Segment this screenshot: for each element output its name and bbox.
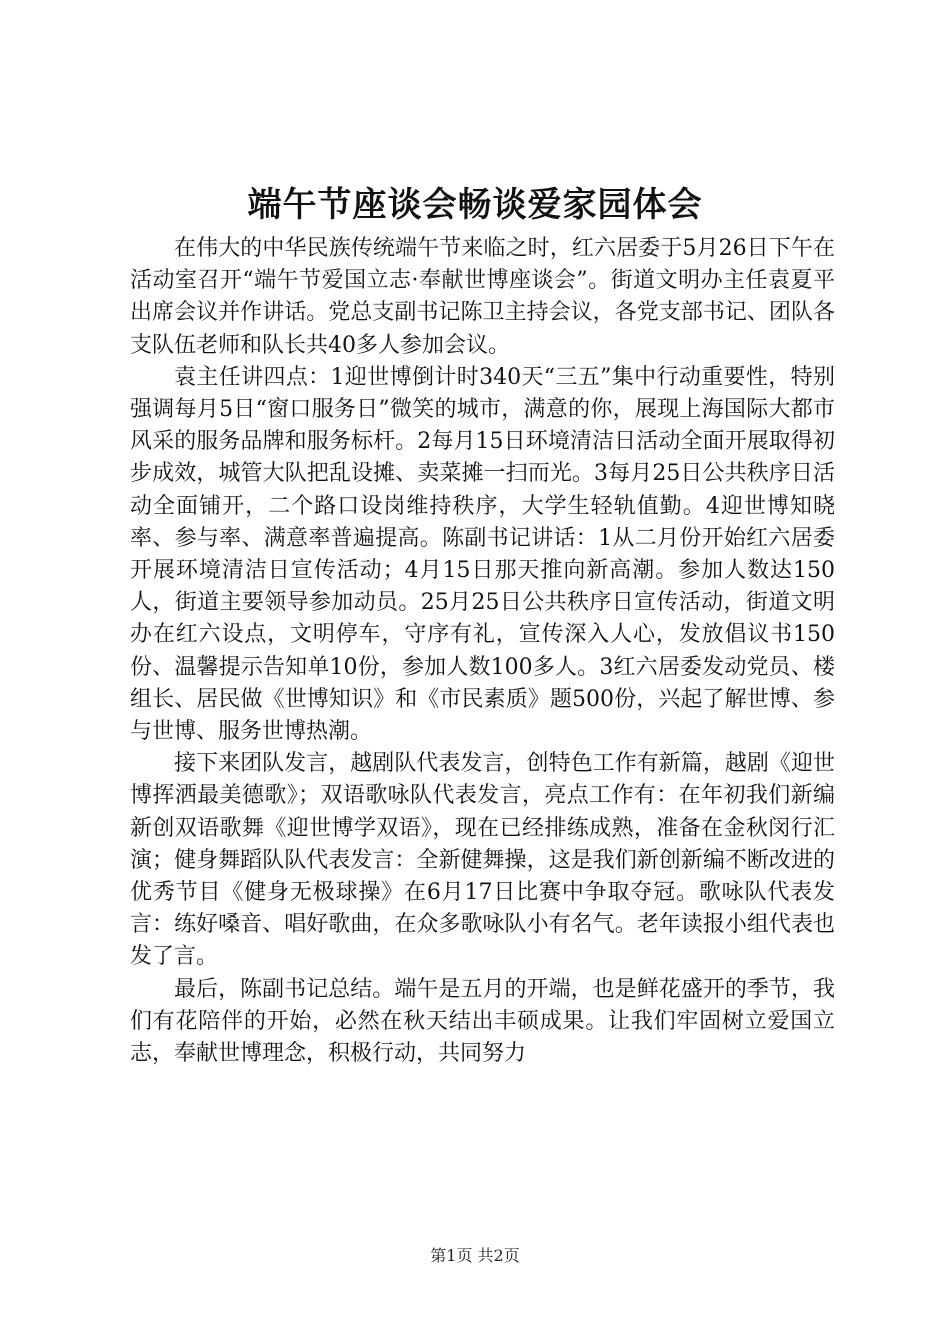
paragraph-1: 在伟大的中华民族传统端午节来临之时，红六居委于5月26日下午在活动室召开“端午节爱国立志·奉献世博座谈会”。街道文明办主任袁夏平出席会议并作讲话。党总支副书记陈卫主持会议，各党支部书记、团队各支队伍老师和队长共40多人参加会议。 <box>130 236 835 358</box>
document-body <box>130 233 835 1070</box>
paragraph-4: 最后，陈副书记总结。端午是五月的开端，也是鲜花盛开的季节，我们有花陪伴的开始，必然在秋天结出丰硕成果。让我们牢固树立爱国立志，奉献世博理念，积极行动，共同努力 <box>130 976 835 1067</box>
paragraph-3: 接下来团队发言，越剧队代表发言，创特色工作有新篇，越剧《迎世博挥洒最美德歌》；双语歌咏队代表发言，亮点工作有：在年初我们新编新创双语歌舞《迎世博学双语》，现在已经排练成熟，准备在金秋闵行汇演；健身舞蹈队队代表发言：全新健舞操，这是我们新创新编不断改进的优秀节目《健身无极球操》在6月17日比赛中争取夺冠。歌咏队代表发言：练好嗓音、唱好歌曲，在众多歌咏队小有名气。老年读报小组代表也发了言。 <box>130 751 835 970</box>
paragraph-2: 袁主任讲四点：1迎世博倒计时340天“三五”集中行动重要性，特别强调每月5日“窗口服务日”微笑的城市，满意的你，展现上海国际大都市风采的服务品牌和服务标杆。2每月15日环境清洁日活动全面开展取得初步成效，城管大队把乱设摊、卖菜摊一扫而光。3每月25日公共秩序日活动全面铺开，二个路口设岗维持秩序，大学生轻轨值勤。4迎世博知晓率、参与率、满意率普遍提高。陈副书记讲话：1从二月份开始红六居委开展环境清洁日宣传活动；4月15日那天推向新高潮。参加人数达150人，街道主要领导参加动员。25月25日公共秩序日宣传活动，街道文明办在红六设点，文明停车，守序有礼，宣传深入人心，发放倡议书150份、温馨提示告知单10份，参加人数100多人。3红六居委发动党员、楼组长、居民做《世博知识》和《市民素质》题500份，兴起了解世博、参与世博、服务世博热潮。 <box>130 364 836 745</box>
page-footer: 第1页 共2页 <box>430 1246 520 1265</box>
document-title: 端午节座谈会畅谈爱家园体会 <box>247 185 703 225</box>
